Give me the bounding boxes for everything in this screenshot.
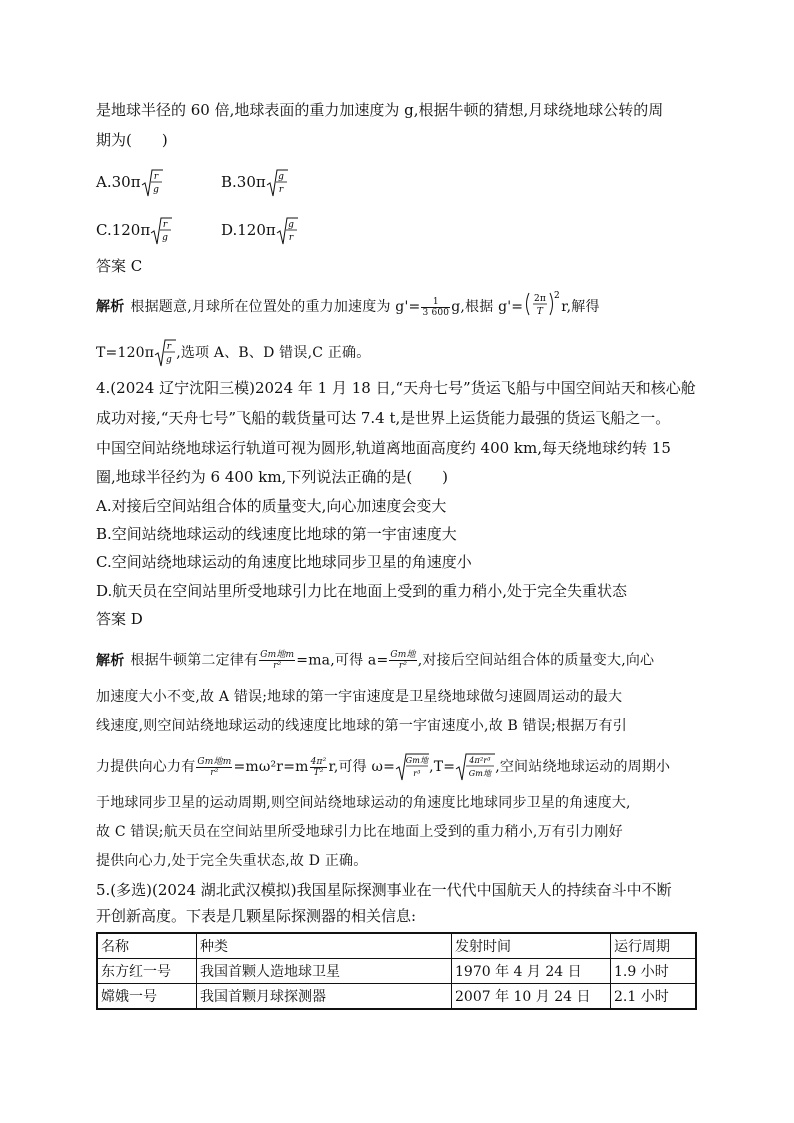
svg-text:T: T: [537, 307, 544, 317]
svg-text:Gm地: Gm地: [405, 756, 429, 765]
fraction-gmm-over-r2: $\frac{\text{Gm地m}}{\text{r²}}$: [260, 650, 295, 671]
fraction-gmm-over-r2: $\frac{\text{Gm地m}}{\text{r²}}$: [197, 756, 232, 778]
table-cell: 嫦娥一号: [97, 984, 197, 1010]
q4-stem-line-4: 圈,地球半径约为 6 400 km,下列说法正确的是( ): [96, 468, 449, 486]
sqrt-gm-over-r3: [395, 752, 429, 782]
fraction-4pi2-over-T2: $\frac{\text{4π²}}{\text{T²}}$: [310, 756, 327, 778]
q3-sol-conclusion: ,选项 A、B、D 错误,C 正确。: [176, 345, 371, 361]
q4-sol-text: =ma,可得 a=: [296, 652, 389, 669]
q4-sol-text: 力提供向心力有: [96, 759, 196, 775]
q4-stem-line-2: 成功对接,“天舟七号”飞船的载货量可达 7.4 t,是世界上运货能力最强的货运飞船之一。: [96, 409, 671, 427]
q3-option-c[interactable]: [96, 216, 172, 246]
q5-stem-line-1: 5.(多选)(2024 湖北武汉模拟)我国星际探测事业在一代代中国航天人的持续奋斗中不断: [96, 881, 672, 899]
solution-label: 解析: [96, 652, 125, 669]
svg-text:r: r: [153, 172, 158, 182]
header-cell: 名称: [97, 933, 197, 959]
q3-answer: 答案 C: [96, 257, 143, 275]
q4-solution-line-4: [96, 752, 670, 782]
q3-option-c-label: C.120π: [96, 221, 151, 239]
table-cell: 1970 年 4 月 24 日: [452, 959, 611, 984]
sqrt-r-over-g: [154, 338, 176, 368]
q4-solution-line-6: 故 C 错误;航天员在空间站里所受地球引力比在地面上受到的重力稍小,万有引力刚好: [96, 824, 623, 840]
svg-text:r: r: [166, 342, 172, 352]
header-cell: 运行周期: [611, 933, 697, 959]
q4-option-b[interactable]: B.空间站绕地球运动的线速度比地球的第一宇宙速度大: [96, 525, 457, 543]
svg-text:4π²r³: 4π²r³: [469, 756, 491, 765]
q3-option-b-label: B.30π: [221, 173, 266, 191]
svg-text:g: g: [152, 185, 159, 195]
table-cell: 2.1 小时: [611, 984, 697, 1010]
q4-sol-text: =mω²r=m: [233, 759, 309, 775]
svg-text:r: r: [278, 185, 283, 195]
q4-option-d[interactable]: D.航天员在空间站里所受地球引力比在地面上受到的重力稍小,处于完全失重状态: [96, 582, 628, 600]
q3-sol-text-3: r,解得: [561, 299, 600, 315]
q4-stem-line-3: 中国空间站绕地球运行轨道可视为圆形,轨道离地面高度约 400 km,每天绕地球约转 15: [96, 439, 671, 457]
q4-sol-text: 根据牛顿第二定律有: [130, 652, 259, 669]
q4-sol-text: ,对接后空间站组合体的质量变大,向心: [417, 652, 655, 669]
svg-text:g: g: [166, 355, 173, 365]
table-cell: 1.9 小时: [611, 959, 697, 984]
q3-sol-text-2: g,根据 g'=: [451, 299, 524, 315]
svg-text:r³: r³: [413, 769, 421, 778]
probe-info-table: [96, 932, 697, 1010]
q3-solution-line-2: [96, 338, 370, 368]
header-cell: 种类: [197, 933, 452, 959]
header-cell: 发射时间: [452, 933, 611, 959]
sqrt-4pi2r3-over-gm: [455, 752, 495, 782]
q3-option-a-label: A.30π: [96, 173, 141, 191]
svg-text:2π: 2π: [534, 294, 547, 304]
svg-text:r: r: [288, 233, 293, 243]
fraction-gm-over-r2: $\frac{\text{Gm地}}{\text{r²}}$: [390, 650, 416, 671]
table-header-row: [97, 933, 696, 959]
svg-text:r: r: [163, 220, 168, 230]
solution-label: 解析: [96, 299, 125, 315]
table-row: [97, 959, 696, 984]
q4-sol-text: ,T=: [429, 759, 456, 775]
svg-text:2: 2: [554, 291, 561, 301]
q4-option-c[interactable]: C.空间站绕地球运动的角速度比地球同步卫星的角速度小: [96, 553, 472, 571]
q3-sol-text-1: 根据题意,月球所在位置处的重力加速度为 g'=: [130, 299, 421, 315]
paren-2pi-over-T-squared: [523, 290, 561, 324]
fraction-1-over-3600: $\frac{1}{3 600}$: [422, 296, 450, 318]
q3-solution-line-1: [96, 290, 600, 324]
q4-solution-line-7: 提供向心力,处于完全失重状态,故 D 正确。: [96, 853, 368, 869]
table-row: [97, 984, 696, 1010]
q3-option-d[interactable]: [221, 216, 298, 246]
sqrt-r-over-g: [141, 168, 163, 198]
q3-sol-T: T=120π: [96, 345, 155, 361]
q3-stem-line-2: 期为( ): [96, 131, 168, 149]
q4-stem-line-1: 4.(2024 辽宁沈阳三模)2024 年 1 月 18 日,“天舟七号”货运飞船与中国空间站天和核心舱: [96, 379, 696, 397]
q4-answer: 答案 D: [96, 610, 143, 628]
sqrt-r-over-g: [150, 216, 172, 246]
svg-text:g: g: [277, 172, 284, 182]
table-cell: 我国首颗月球探测器: [197, 984, 452, 1010]
q4-sol-text: r,可得 ω=: [328, 759, 396, 775]
q3-stem-line-1: 是地球半径的 60 倍,地球表面的重力加速度为 g,根据牛顿的猜想,月球绕地球公转的周: [96, 101, 664, 119]
q4-solution-line-5: 于地球同步卫星的运动周期,则空间站绕地球运动的角速度比地球同步卫星的角速度大,: [96, 795, 631, 811]
q4-solution-line-3: 线速度,则空间站绕地球运动的线速度比地球的第一宇宙速度小,故 B 错误;根据万有引: [96, 718, 628, 734]
table-cell: 我国首颗人造地球卫星: [197, 959, 452, 984]
q4-solution-line-1: [96, 650, 654, 671]
q3-option-d-label: D.120π: [221, 221, 276, 239]
q3-option-b[interactable]: [221, 168, 288, 198]
q4-solution-line-2: 加速度大小不变,故 A 错误;地球的第一宇宙速度是卫星绕地球做匀速圆周运动的最大: [96, 689, 623, 705]
q5-stem-line-2: 开创新高度。下表是几颗星际探测器的相关信息:: [96, 907, 417, 925]
q4-option-a[interactable]: A.对接后空间站组合体的质量变大,向心加速度会变大: [96, 497, 447, 515]
sqrt-g-over-r: [276, 216, 298, 246]
table-cell: 2007 年 10 月 24 日: [452, 984, 611, 1010]
q4-sol-text: ,空间站绕地球运动的周期小: [495, 759, 671, 775]
q3-option-a[interactable]: [96, 168, 163, 198]
table-cell: 东方红一号: [97, 959, 197, 984]
sqrt-g-over-r: [266, 168, 288, 198]
svg-text:g: g: [162, 233, 169, 243]
svg-text:Gm地: Gm地: [468, 769, 492, 778]
svg-text:g: g: [287, 220, 294, 230]
